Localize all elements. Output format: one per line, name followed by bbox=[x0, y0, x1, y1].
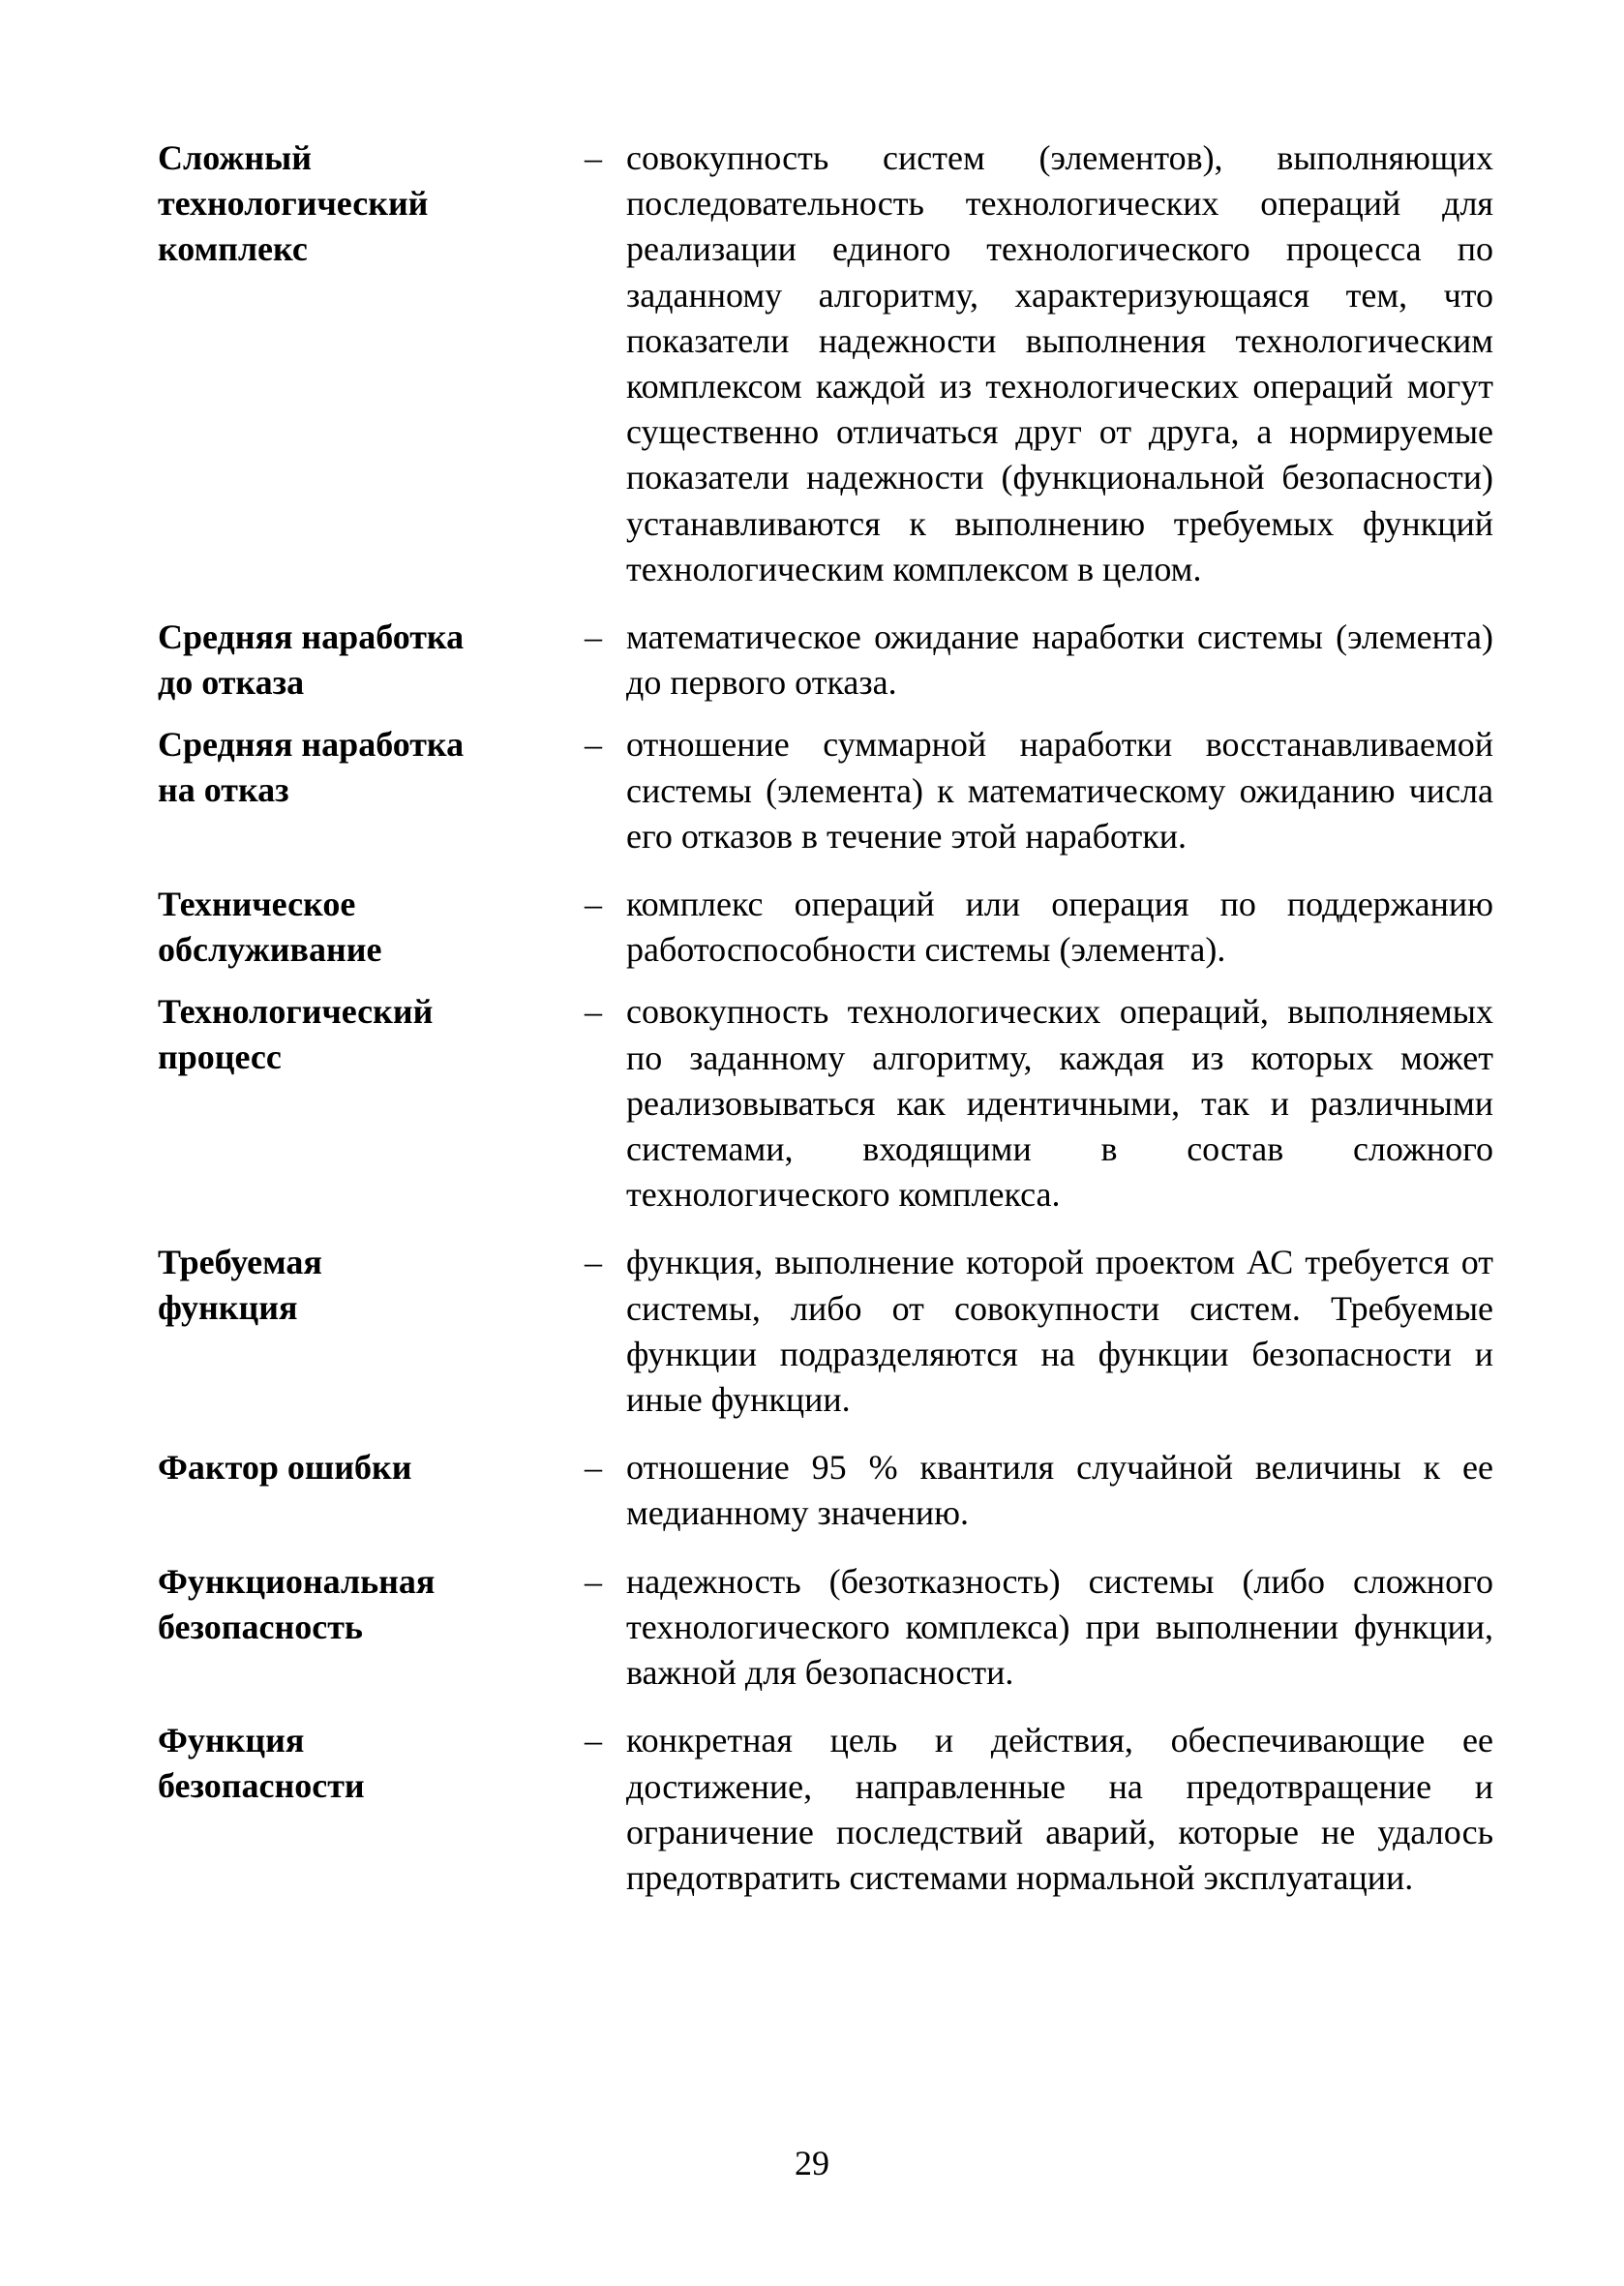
entry-definition: математическое ожидание наработки системы (элемента) до первого отказа. bbox=[626, 617, 1493, 703]
entry-term: Средняя наработка на отказ bbox=[158, 725, 465, 810]
glossary-entry bbox=[158, 615, 1493, 706]
entry-term: Средняя наработка до отказа bbox=[158, 617, 465, 703]
entry-dash: – bbox=[585, 1561, 602, 1601]
glossary bbox=[158, 135, 1493, 1901]
entry-definition: комплекс операций или операция по поддержанию работоспособности системы (элемента). bbox=[626, 885, 1493, 970]
entry-definition: отношение 95 % квантиля случайной величины к ее медианному значению. bbox=[626, 1448, 1493, 1533]
entry-term: Технологический процесс bbox=[158, 992, 434, 1077]
page-number: 29 bbox=[795, 2144, 829, 2182]
entry-term: Функциональная безопасность bbox=[158, 1561, 436, 1646]
entry-definition: надежность (безотказность) системы (либо сложного технологического комплекса) при выполнении функции, важной для безопасности. bbox=[626, 1561, 1493, 1693]
entry-term: Функция безопасности bbox=[158, 1721, 365, 1806]
glossary-entry bbox=[158, 1445, 1493, 1536]
entry-dash: – bbox=[585, 1243, 602, 1282]
entry-dash: – bbox=[585, 138, 602, 177]
entry-term: Фактор ошибки bbox=[158, 1448, 412, 1488]
entry-definition: функция, выполнение которой проектом АС требуется от системы, либо от совокупности систем. Требуемые функции подразделяются на функции безопасности и иные функции. bbox=[626, 1243, 1493, 1420]
entry-definition: совокупность систем (элементов), выполняющих последовательность технологических операций для реализации единого технологического процесса по заданному алгоритму, характеризующаяся тем, что показатели надежности выполнения технологическим комплексом каждой из технологических операций могут существенно отличаться друг от друга, а нормируемые показатели надежности (функциональной безопасности) устанавливаются к выполнению требуемых функций технологическим комплексом в целом. bbox=[626, 138, 1493, 588]
glossary-entry bbox=[158, 135, 1493, 592]
entry-dash: – bbox=[585, 992, 602, 1032]
glossary-entry bbox=[158, 989, 1493, 1218]
entry-dash: – bbox=[585, 725, 602, 765]
entry-term: Техническое обслуживание bbox=[158, 885, 382, 970]
glossary-entry bbox=[158, 882, 1493, 973]
entry-definition: отношение суммарной наработки восстанавливаемой системы (элемента) к математическому ожиданию числа его отказов в течение этой наработки. bbox=[626, 725, 1493, 856]
glossary-entry bbox=[158, 722, 1493, 859]
entry-dash: – bbox=[585, 1721, 602, 1760]
glossary-entry bbox=[158, 1240, 1493, 1423]
entry-term: Сложный технологический комплекс bbox=[158, 138, 429, 268]
glossary-entry bbox=[158, 1718, 1493, 1901]
entry-dash: – bbox=[585, 1448, 602, 1488]
entry-definition: конкретная цель и действия, обеспечивающие ее достижение, направленные на предотвращение и ограничение последствий аварий, которые не удалось предотвратить системами нормальной эксплуатации. bbox=[626, 1721, 1493, 1897]
glossary-entry bbox=[158, 1559, 1493, 1697]
entry-dash: – bbox=[585, 617, 602, 657]
entry-dash: – bbox=[585, 885, 602, 924]
entry-definition: совокупность технологических операций, выполняемых по заданному алгоритму, каждая из которых может реализовываться как идентичными, так и различными системами, входящими в состав сложного технологического комплекса. bbox=[626, 992, 1493, 1215]
entry-term: Требуемая функция bbox=[158, 1243, 322, 1328]
